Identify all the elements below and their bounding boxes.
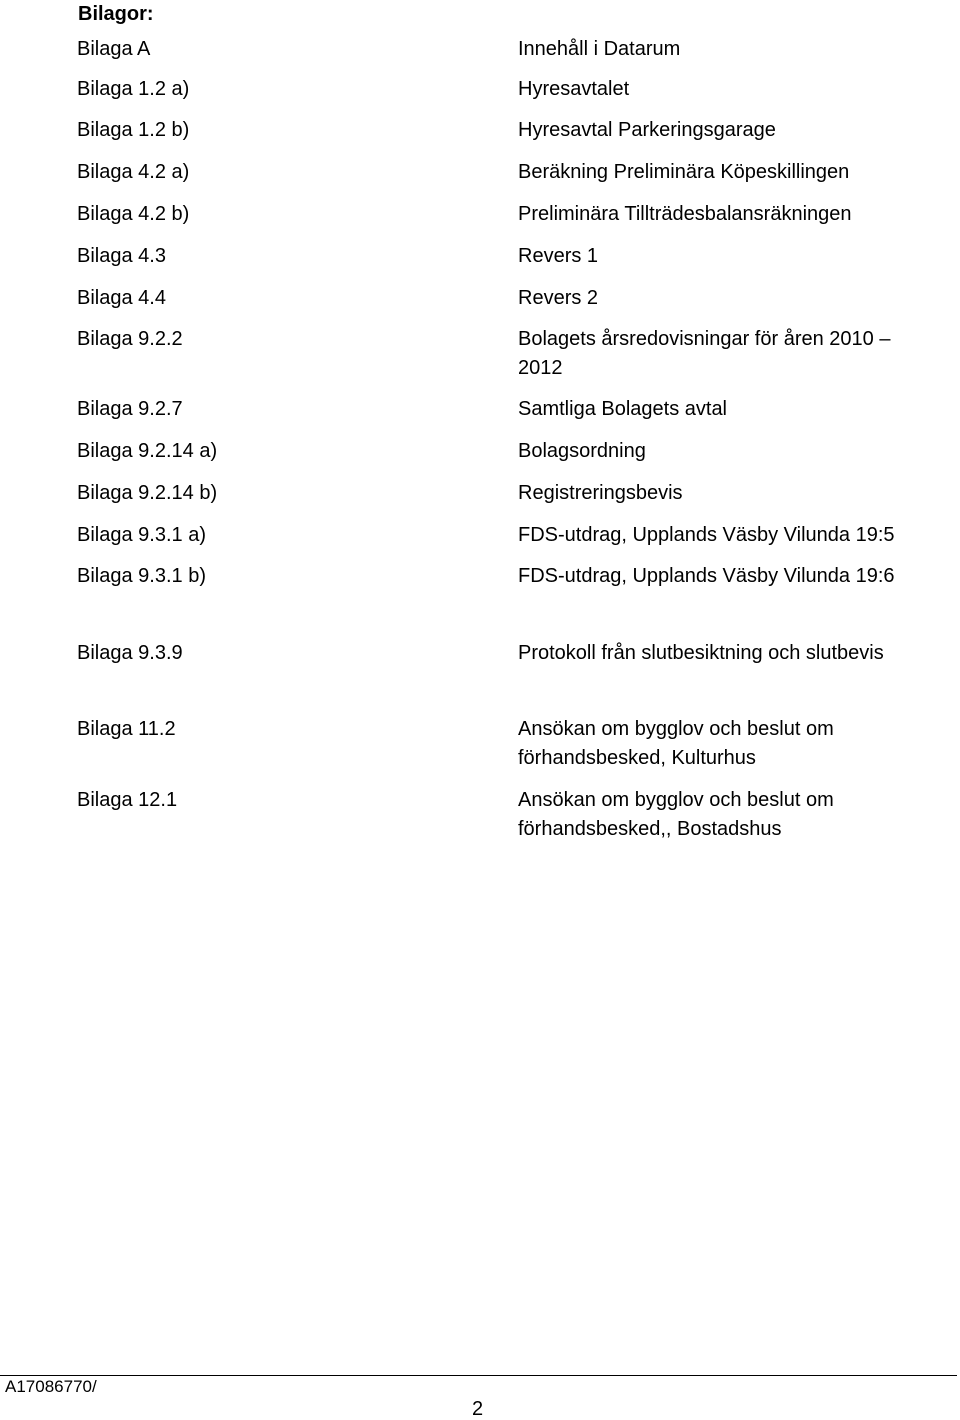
attachment-ref: Bilaga 4.3 <box>77 245 166 267</box>
attachment-ref: Bilaga 9.2.2 <box>77 328 183 350</box>
attachment-ref: Bilaga 9.3.1 a) <box>77 524 206 546</box>
attachment-ref: Bilaga 4.4 <box>77 287 166 309</box>
attachment-description: Revers 2 <box>518 287 599 309</box>
attachment-description: Registreringsbevis <box>518 482 683 504</box>
attachment-ref: Bilaga 12.1 <box>77 789 178 811</box>
attachment-ref: Bilaga 9.3.9 <box>77 642 183 664</box>
attachment-description: Revers 1 <box>518 245 599 267</box>
attachment-ref: Bilaga 4.2 a) <box>77 161 190 183</box>
page-number: 2 <box>472 1398 484 1420</box>
attachment-description: Hyresavtalet <box>518 78 630 100</box>
attachment-ref: Bilaga 4.2 b) <box>77 203 190 225</box>
attachment-description: FDS-utdrag, Upplands Väsby Vilunda 19:6 <box>518 565 895 587</box>
attachment-description: Ansökan om bygglov och beslut om förhandsbesked, Kulturhus <box>518 718 834 769</box>
attachment-ref: Bilaga 9.2.14 b) <box>77 482 218 504</box>
attachment-ref: Bilaga 1.2 a) <box>77 78 190 100</box>
footer-divider <box>0 1375 957 1376</box>
attachment-description: Ansökan om bygglov och beslut om förhandsbesked,, Bostadshus <box>518 789 834 840</box>
attachment-ref: Bilaga 11.2 <box>77 718 176 740</box>
attachment-description: Beräkning Preliminära Köpeskillingen <box>518 161 850 183</box>
attachment-description: Protokoll från slutbesiktning och slutbevis <box>518 642 884 664</box>
attachment-description: FDS-utdrag, Upplands Väsby Vilunda 19:5 <box>518 524 895 546</box>
attachment-description: Innehåll i Datarum <box>518 38 681 60</box>
attachment-ref: Bilaga 1.2 b) <box>77 119 190 141</box>
attachment-ref: Bilaga 9.3.1 b) <box>77 565 206 587</box>
attachment-description: Bolagsordning <box>518 440 646 462</box>
attachment-ref: Bilaga 9.2.14 a) <box>77 440 218 462</box>
attachment-ref: Bilaga A <box>77 38 151 60</box>
attachment-description: Preliminära Tillträdesbalansräkningen <box>518 203 852 225</box>
attachment-description: Hyresavtal Parkeringsgarage <box>518 119 776 141</box>
attachment-description: Samtliga Bolagets avtal <box>518 398 728 420</box>
document-id: A17086770/ <box>5 1377 97 1396</box>
attachment-description: Bolagets årsredovisningar för åren 2010 – 2012 <box>518 328 891 379</box>
page-title: Bilagor: <box>78 3 154 25</box>
attachment-ref: Bilaga 9.2.7 <box>77 398 183 420</box>
